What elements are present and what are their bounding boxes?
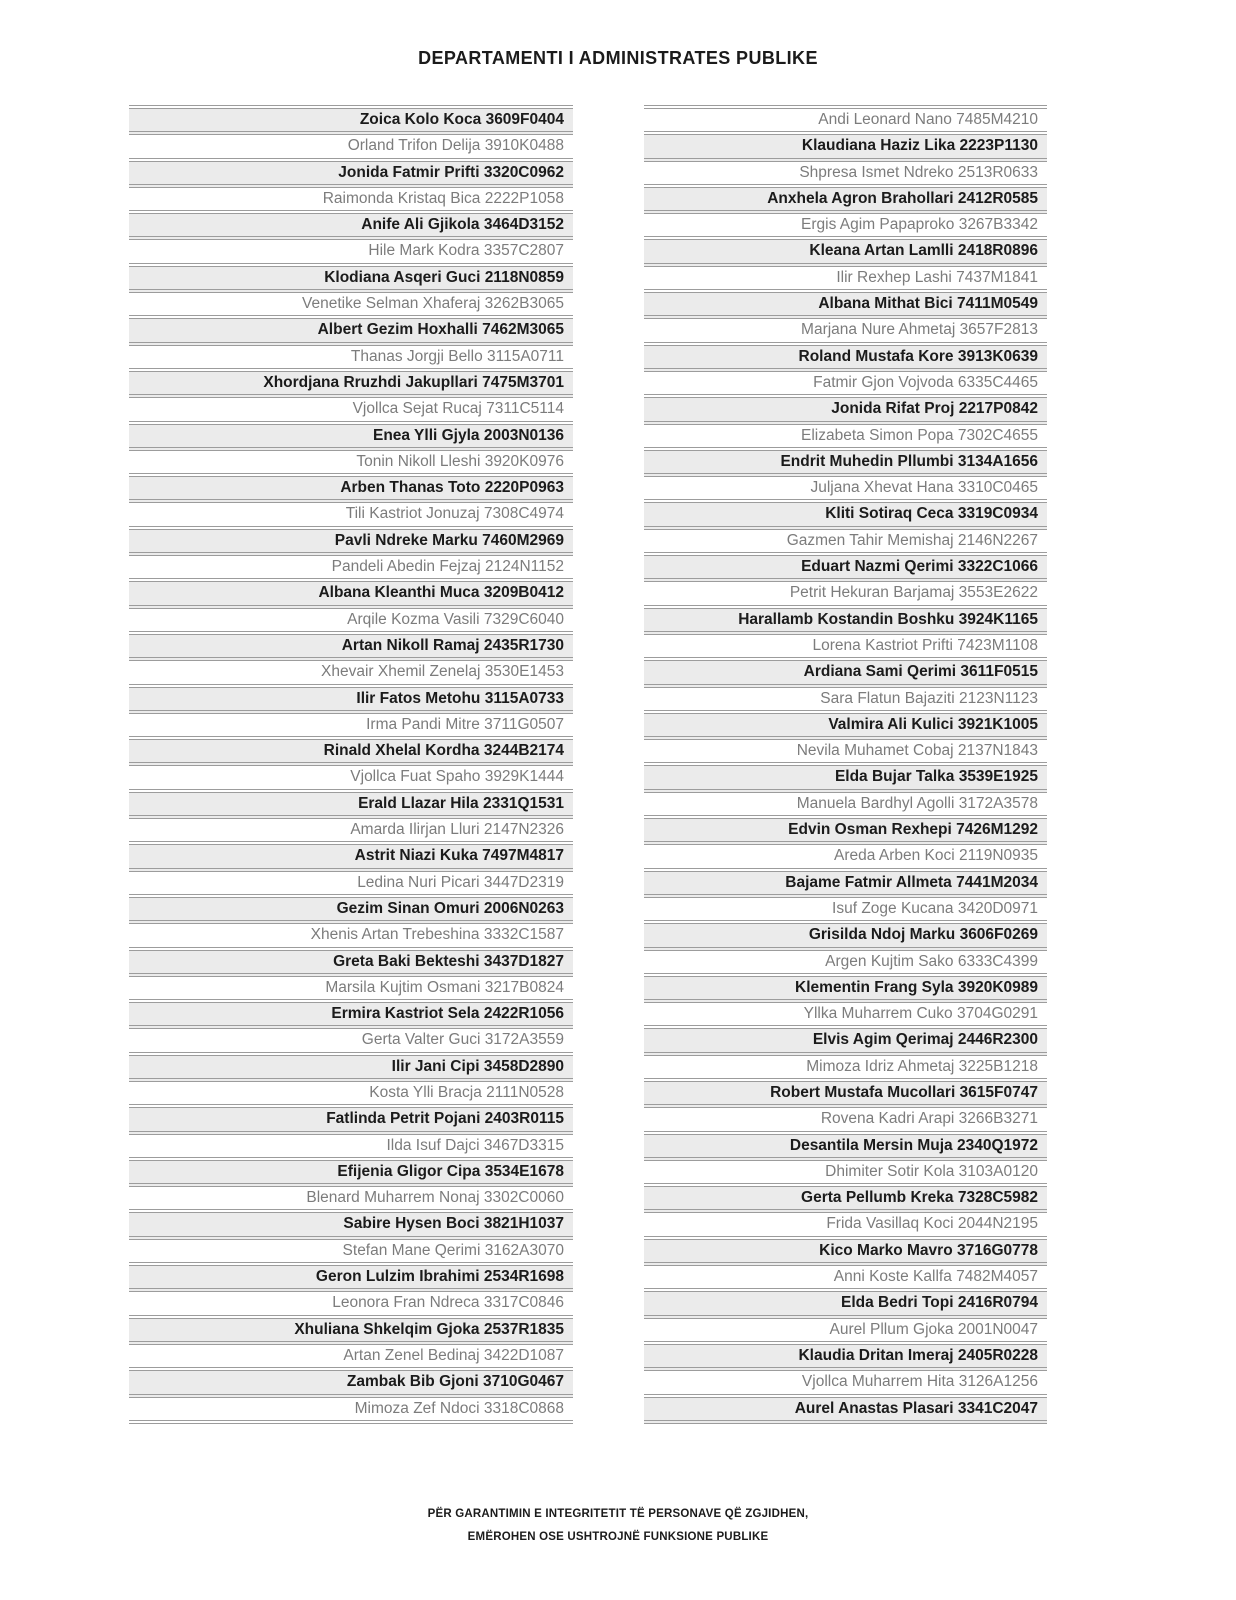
list-item: Kleana Artan Lamlli 2418R0896 (644, 240, 1047, 266)
list-item: Anxhela Agron Brahollari 2412R0585 (644, 188, 1047, 214)
page-title: DEPARTAMENTI I ADMINISTRATES PUBLIKE (418, 48, 818, 68)
list-item: Nevila Muhamet Cobaj 2137N1843 (644, 740, 1047, 766)
list-item: Ilda Isuf Dajci 3467D3315 (129, 1135, 573, 1161)
list-item: Bajame Fatmir Allmeta 7441M2034 (644, 872, 1047, 898)
list-item: Juljana Xhevat Hana 3310C0465 (644, 477, 1047, 503)
list-item: Ilir Fatos Metohu 3115A0733 (129, 688, 573, 714)
list-item: Klodiana Asqeri Guci 2118N0859 (129, 267, 573, 293)
list-item: Pandeli Abedin Fejzaj 2124N1152 (129, 556, 573, 582)
list-item: Ilir Jani Cipi 3458D2890 (129, 1056, 573, 1082)
list-item: Stefan Mane Qerimi 3162A3070 (129, 1240, 573, 1266)
list-item: Edvin Osman Rexhepi 7426M1292 (644, 819, 1047, 845)
list-item: Kosta Ylli Bracja 2111N0528 (129, 1082, 573, 1108)
list-item: Manuela Bardhyl Agolli 3172A3578 (644, 793, 1047, 819)
list-item: Endrit Muhedin Pllumbi 3134A1656 (644, 451, 1047, 477)
list-item: Gazmen Tahir Memishaj 2146N2267 (644, 530, 1047, 556)
list-item: Albana Mithat Bici 7411M0549 (644, 293, 1047, 319)
list-item: Isuf Zoge Kucana 3420D0971 (644, 898, 1047, 924)
list-item: Shpresa Ismet Ndreko 2513R0633 (644, 162, 1047, 188)
list-item: Tonin Nikoll Lleshi 3920K0976 (129, 451, 573, 477)
list-item: Ardiana Sami Qerimi 3611F0515 (644, 661, 1047, 687)
list-item: Sabire Hysen Boci 3821H1037 (129, 1213, 573, 1239)
list-item: Pavli Ndreke Marku 7460M2969 (129, 530, 573, 556)
name-list-left-column (129, 105, 573, 1424)
list-item: Klementin Frang Syla 3920K0989 (644, 977, 1047, 1003)
list-item: Efijenia Gligor Cipa 3534E1678 (129, 1161, 573, 1187)
list-item: Marjana Nure Ahmetaj 3657F2813 (644, 319, 1047, 345)
list-item: Gerta Pellumb Kreka 7328C5982 (644, 1187, 1047, 1213)
list-item: Rovena Kadri Arapi 3266B3271 (644, 1108, 1047, 1134)
list-item: Raimonda Kristaq Bica 2222P1058 (129, 188, 573, 214)
list-item: Leonora Fran Ndreca 3317C0846 (129, 1292, 573, 1318)
list-item: Anife Ali Gjikola 3464D3152 (129, 214, 573, 240)
list-item: Erald Llazar Hila 2331Q1531 (129, 793, 573, 819)
list-item: Fatmir Gjon Vojvoda 6335C4465 (644, 372, 1047, 398)
list-item: Artan Zenel Bedinaj 3422D1087 (129, 1345, 573, 1371)
list-item: Enea Ylli Gjyla 2003N0136 (129, 425, 573, 451)
list-item: Mimoza Zef Ndoci 3318C0868 (129, 1398, 573, 1424)
list-item: Ergis Agim Papaproko 3267B3342 (644, 214, 1047, 240)
list-item: Tili Kastriot Jonuzaj 7308C4974 (129, 503, 573, 529)
list-item: Rinald Xhelal Kordha 3244B2174 (129, 740, 573, 766)
footer-line-1: PËR GARANTIMIN E INTEGRITETIT TË PERSONAVE QË ZGJIDHEN, (427, 1508, 809, 1520)
list-item: Robert Mustafa Mucollari 3615F0747 (644, 1082, 1047, 1108)
list-item: Argen Kujtim Sako 6333C4399 (644, 951, 1047, 977)
list-item: Klaudiana Haziz Lika 2223P1130 (644, 135, 1047, 161)
list-item: Yllka Muharrem Cuko 3704G0291 (644, 1003, 1047, 1029)
list-item: Elda Bedri Topi 2416R0794 (644, 1292, 1047, 1318)
list-item: Arben Thanas Toto 2220P0963 (129, 477, 573, 503)
list-item: Astrit Niazi Kuka 7497M4817 (129, 845, 573, 871)
list-item: Elvis Agim Qerimaj 2446R2300 (644, 1029, 1047, 1055)
list-item: Aurel Anastas Plasari 3341C2047 (644, 1398, 1047, 1424)
list-item: Xhordjana Rruzhdi Jakupllari 7475M3701 (129, 372, 573, 398)
list-item: Eduart Nazmi Qerimi 3322C1066 (644, 556, 1047, 582)
list-item: Frida Vasillaq Koci 2044N2195 (644, 1213, 1047, 1239)
list-item: Grisilda Ndoj Marku 3606F0269 (644, 924, 1047, 950)
list-item: Albert Gezim Hoxhalli 7462M3065 (129, 319, 573, 345)
list-item: Hile Mark Kodra 3357C2807 (129, 240, 573, 266)
list-item: Areda Arben Koci 2119N0935 (644, 845, 1047, 871)
list-item: Artan Nikoll Ramaj 2435R1730 (129, 635, 573, 661)
list-item: Albana Kleanthi Muca 3209B0412 (129, 582, 573, 608)
footer-line-2: EMËROHEN OSE USHTROJNË FUNKSIONE PUBLIKE (467, 1531, 769, 1543)
list-item: Greta Baki Bekteshi 3437D1827 (129, 951, 573, 977)
list-item: Valmira Ali Kulici 3921K1005 (644, 714, 1047, 740)
list-item: Irma Pandi Mitre 3711G0507 (129, 714, 573, 740)
list-item: Geron Lulzim Ibrahimi 2534R1698 (129, 1266, 573, 1292)
list-item: Fatlinda Petrit Pojani 2403R0115 (129, 1108, 573, 1134)
list-item: Elizabeta Simon Popa 7302C4655 (644, 425, 1047, 451)
list-item: Vjollca Sejat Rucaj 7311C5114 (129, 398, 573, 424)
list-item: Jonida Fatmir Prifti 3320C0962 (129, 162, 573, 188)
list-item: Zoica Kolo Koca 3609F0404 (129, 109, 573, 135)
list-item: Gerta Valter Guci 3172A3559 (129, 1029, 573, 1055)
list-item: Vjollca Muharrem Hita 3126A1256 (644, 1371, 1047, 1397)
list-item: Marsila Kujtim Osmani 3217B0824 (129, 977, 573, 1003)
name-list-right-column (644, 105, 1047, 1424)
list-item: Mimoza Idriz Ahmetaj 3225B1218 (644, 1056, 1047, 1082)
list-item: Desantila Mersin Muja 2340Q1972 (644, 1135, 1047, 1161)
list-item: Xhevair Xhemil Zenelaj 3530E1453 (129, 661, 573, 687)
list-item: Thanas Jorgji Bello 3115A0711 (129, 346, 573, 372)
list-item: Venetike Selman Xhaferaj 3262B3065 (129, 293, 573, 319)
list-item: Kliti Sotiraq Ceca 3319C0934 (644, 503, 1047, 529)
footer-note (0, 1503, 1236, 1549)
list-item: Sara Flatun Bajaziti 2123N1123 (644, 688, 1047, 714)
list-item: Arqile Kozma Vasili 7329C6040 (129, 609, 573, 635)
list-item: Ermira Kastriot Sela 2422R1056 (129, 1003, 573, 1029)
list-item: Xhenis Artan Trebeshina 3332C1587 (129, 924, 573, 950)
list-item: Jonida Rifat Proj 2217P0842 (644, 398, 1047, 424)
list-item: Harallamb Kostandin Boshku 3924K1165 (644, 609, 1047, 635)
list-item: Roland Mustafa Kore 3913K0639 (644, 346, 1047, 372)
list-item: Dhimiter Sotir Kola 3103A0120 (644, 1161, 1047, 1187)
list-item: Xhuliana Shkelqim Gjoka 2537R1835 (129, 1319, 573, 1345)
list-item: Zambak Bib Gjoni 3710G0467 (129, 1371, 573, 1397)
list-item: Lorena Kastriot Prifti 7423M1108 (644, 635, 1047, 661)
list-item: Vjollca Fuat Spaho 3929K1444 (129, 766, 573, 792)
list-item: Andi Leonard Nano 7485M4210 (644, 109, 1047, 135)
list-item: Ledina Nuri Picari 3447D2319 (129, 872, 573, 898)
list-item: Anni Koste Kallfa 7482M4057 (644, 1266, 1047, 1292)
list-item: Elda Bujar Talka 3539E1925 (644, 766, 1047, 792)
list-item: Klaudia Dritan Imeraj 2405R0228 (644, 1345, 1047, 1371)
list-item: Orland Trifon Delija 3910K0488 (129, 135, 573, 161)
list-item: Ilir Rexhep Lashi 7437M1841 (644, 267, 1047, 293)
list-item: Amarda Ilirjan Lluri 2147N2326 (129, 819, 573, 845)
list-item: Blenard Muharrem Nonaj 3302C0060 (129, 1187, 573, 1213)
list-item: Petrit Hekuran Barjamaj 3553E2622 (644, 582, 1047, 608)
list-item: Gezim Sinan Omuri 2006N0263 (129, 898, 573, 924)
list-item: Aurel Pllum Gjoka 2001N0047 (644, 1319, 1047, 1345)
list-item: Kico Marko Mavro 3716G0778 (644, 1240, 1047, 1266)
